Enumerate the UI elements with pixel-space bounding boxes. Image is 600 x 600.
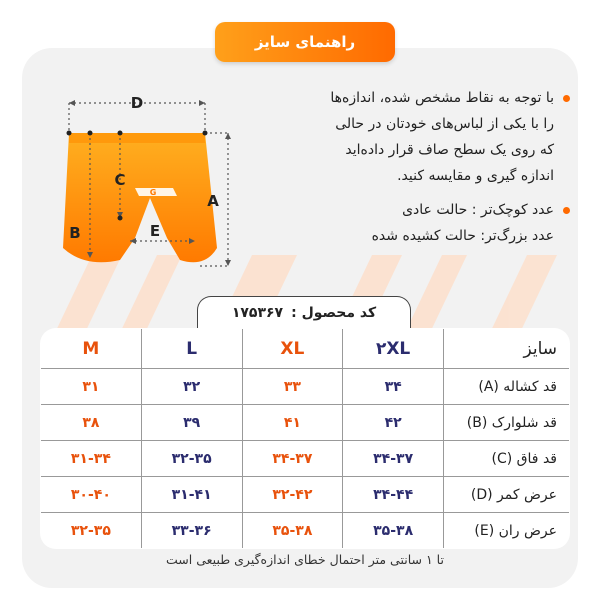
table-cell: ۳۴-۴۴	[343, 477, 444, 513]
page-title: راهنمای سایز	[215, 22, 395, 62]
bullet-icon	[563, 95, 570, 102]
table-cell: ۳۱	[41, 369, 142, 405]
product-code-value: ۱۷۵۳۶۷	[231, 304, 284, 321]
row-label: قد فاق (C)	[444, 441, 570, 477]
table-row	[41, 441, 570, 477]
table-cell: ۳۸	[41, 405, 142, 441]
table-cell: ۳۵-۳۸	[343, 513, 444, 549]
table-row	[41, 405, 570, 441]
table-cell: ۳۳-۳۶	[141, 513, 242, 549]
table-cell: ۳۰-۴۰	[41, 477, 142, 513]
header-size-2xl: ۲XL	[343, 329, 444, 369]
label-d: D	[130, 94, 144, 112]
instruction-measure: با توجه به نقاط مشخص شده، اندازه‌ها را با یکی از لباس‌های خودتان در حالی که روی یک سطح صاف قرار داده‌اید اندازه گیری و مقایسه کنید.	[300, 85, 570, 189]
product-code	[197, 296, 411, 328]
svg-text:G: G	[149, 188, 157, 197]
table-cell: ۳۱-۴۱	[141, 477, 242, 513]
footnote: تا ۱ سانتی متر احتمال خطای اندازه‌گیری طبیعی است	[166, 552, 444, 567]
label-e: E	[149, 222, 161, 240]
row-label: عرض کمر (D)	[444, 477, 570, 513]
instruction-numbers: عدد کوچک‌تر : حالت عادی عدد بزرگ‌تر: حالت کشیده شده	[300, 197, 570, 249]
label-c: C	[114, 171, 126, 189]
table-cell: ۳۴-۳۷	[242, 441, 343, 477]
header-size-m: M	[41, 329, 142, 369]
row-label: عرض ران (E)	[444, 513, 570, 549]
product-code-label: کد محصول :	[291, 304, 377, 321]
table-cell: ۳۴	[343, 369, 444, 405]
table-cell: ۳۱-۳۴	[41, 441, 142, 477]
table-cell: ۴۲	[343, 405, 444, 441]
table-cell: ۳۲-۴۲	[242, 477, 343, 513]
table-cell: ۳۹	[141, 405, 242, 441]
shorts-logo	[135, 188, 177, 197]
bullet-icon	[563, 207, 570, 214]
table-cell: ۳۴-۳۷	[343, 441, 444, 477]
header-size-l: L	[141, 329, 242, 369]
table-row	[41, 513, 570, 549]
table-header-row	[41, 329, 570, 369]
table-cell: ۴۱	[242, 405, 343, 441]
header-size-xl: XL	[242, 329, 343, 369]
shorts-diagram	[55, 88, 240, 283]
label-b: B	[69, 224, 81, 242]
table-cell: ۳۵-۳۸	[242, 513, 343, 549]
row-label: قد کشاله (A)	[444, 369, 570, 405]
table-cell: ۳۲	[141, 369, 242, 405]
table-row	[41, 369, 570, 405]
row-label: قد شلوارک (B)	[444, 405, 570, 441]
shorts-shape	[63, 133, 217, 262]
table-cell: ۳۳	[242, 369, 343, 405]
table-row	[41, 477, 570, 513]
label-a: A	[207, 192, 219, 210]
table-cell: ۳۲-۳۵	[41, 513, 142, 549]
size-table	[40, 328, 570, 549]
table-cell: ۳۲-۳۵	[141, 441, 242, 477]
header-size-label: سایز	[444, 329, 570, 369]
instructions	[300, 85, 570, 249]
